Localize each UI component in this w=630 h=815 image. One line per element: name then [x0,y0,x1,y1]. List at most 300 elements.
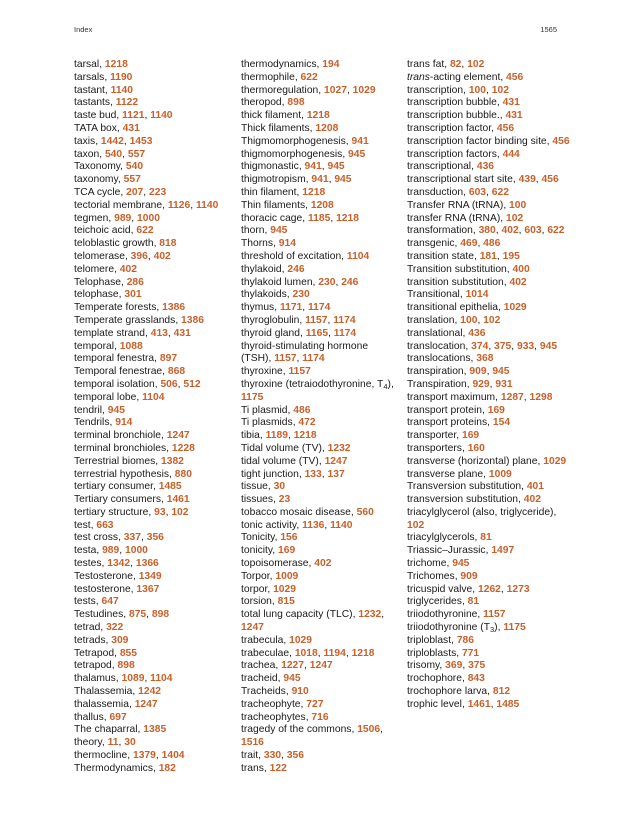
page-link[interactable]: 1516 [241,737,264,749]
index-entry: Thorns, 914 [241,238,296,250]
index-term: tonicity [241,545,273,557]
page-link[interactable]: 1140 [150,110,173,122]
page-link[interactable]: 647 [101,596,119,608]
page-link[interactable]: 1247 [324,455,348,467]
page-link[interactable]: 818 [159,238,177,250]
page-link[interactable]: 246 [341,276,359,288]
index-entry: testa, 989, 1000 [74,545,148,557]
index-term: thylakoids [241,289,287,301]
page-link[interactable]: 169 [487,404,505,416]
page-link[interactable]: 444 [502,148,520,160]
index-term: temporal [74,340,115,352]
page-link[interactable]: 1014 [465,289,489,301]
page-link[interactable]: 380 [478,225,496,237]
page-link[interactable]: 472 [298,417,316,429]
index-term: thorn [241,225,265,237]
page-link[interactable]: 941 [304,161,322,173]
page-link[interactable]: 540 [125,161,144,173]
page-link[interactable]: 402 [119,263,137,275]
page-link[interactable]: 400 [512,263,530,275]
page-link[interactable]: 1157 [483,609,506,621]
page-link[interactable]: 1218 [306,110,330,122]
page-link[interactable]: 771 [461,647,480,659]
index-entry: tonicity, 169 [241,545,296,557]
page-link[interactable]: 1029 [352,84,376,96]
page-link[interactable]: 1385 [143,724,167,736]
index-entry: trisomy, 369, 375 [407,660,486,672]
page-link[interactable]: 812 [492,686,511,698]
page-link[interactable]: 1404 [161,750,185,762]
index-entry: test, 663 [74,519,114,531]
page-link[interactable]: 81 [467,596,480,608]
page-link[interactable]: 102 [467,59,485,70]
page-link[interactable]: 1174 [308,302,331,314]
page-link[interactable]: 1165 [305,327,329,339]
page-link[interactable]: 843 [467,673,485,685]
page-link[interactable]: 100 [460,314,478,326]
page-link[interactable]: 402 [153,250,171,262]
page-link[interactable]: 137 [327,468,345,480]
index-entry: Temporal fenestrae, 868 [74,366,186,378]
page-link[interactable]: 1126 [167,199,191,211]
page-link[interactable]: 909 [460,570,478,582]
index-term: temporal lobe [74,391,137,403]
index-term: trans [241,762,264,774]
page-link[interactable]: 286 [126,276,144,288]
page-link[interactable]: 102 [171,506,189,518]
page-link[interactable]: 402 [314,558,332,570]
page-link[interactable]: 898 [287,97,305,109]
page-link[interactable]: 456 [552,135,570,147]
page-link[interactable]: 133 [304,468,322,480]
page-link[interactable]: 897 [159,353,178,365]
index-entry: tertiary structure, 93, 102 [74,506,189,518]
page-link[interactable]: 1027 [324,84,347,96]
page-link[interactable]: 1247 [134,698,158,710]
page-link[interactable]: 486 [293,404,311,416]
page-link[interactable]: 1386 [162,302,186,314]
page-link[interactable]: 910 [291,686,309,698]
page-link[interactable]: 102 [483,314,501,326]
page-link[interactable]: 439 [518,174,536,186]
index-entry: thermodynamics, 194 [241,59,340,70]
page-link[interactable]: 1174 [302,353,325,365]
page-link[interactable]: 1287 [500,391,524,403]
index-entry: trans-acting element, 456 [407,71,524,83]
page-link[interactable]: 374 [471,340,489,352]
page-link[interactable]: 1218 [336,212,359,224]
page-link[interactable]: 23 [278,494,291,506]
index-entry: Thalassemia, 1242 [74,686,162,698]
index-entry: tetrads, 309 [74,634,129,646]
index-term: thyroglobulin [241,314,300,326]
index-term: Tertiary consumers [74,494,161,506]
page-link[interactable]: 195 [502,250,520,262]
index-term: trait [241,750,259,762]
page-link[interactable]: 1247 [309,660,333,672]
page-link[interactable]: 337 [123,532,141,544]
page-link[interactable]: 1104 [346,250,370,262]
index-entry: The chaparral, 1385 [74,724,167,736]
page-link[interactable]: 1088 [119,340,143,352]
page-link[interactable]: 1089 [121,673,145,685]
page-link[interactable]: 182 [158,762,176,774]
index-term: thallus [74,711,104,723]
index-entry: transversion substitution, 402 [407,494,541,506]
page-link[interactable]: 1029 [289,634,313,646]
page-link[interactable]: 1247 [241,622,264,634]
page-link[interactable]: 512 [183,378,201,390]
page-link[interactable]: 1461 [166,494,190,506]
index-entry: Tetrapod, 855 [74,647,137,659]
index-term: torsion [241,596,272,608]
index-entry: trachea, 1227, 1247 [241,660,333,672]
index-term: translation [407,314,455,326]
page-link[interactable]: 1104 [142,391,165,403]
page-link[interactable]: 402 [523,494,541,506]
index-term: taxis [74,135,96,147]
page-link[interactable]: 431 [502,97,520,109]
index-term: The chaparral [74,724,138,736]
page-link[interactable]: 1497 [491,545,515,557]
page-link[interactable]: 933 [516,340,535,352]
index-entry: triglycerides, 81 [407,596,480,608]
page-link[interactable]: 1367 [136,583,160,595]
page-link[interactable]: 169 [461,430,480,442]
page-link[interactable]: 914 [278,238,296,250]
page-link[interactable]: 603 [524,225,542,237]
page-link[interactable]: 1228 [171,442,195,454]
page-link[interactable]: 945 [452,558,470,570]
page-link[interactable]: 81 [480,532,492,544]
page-link[interactable]: 1218 [104,59,128,70]
index-term: threshold of excitation [241,250,342,262]
page-link[interactable]: 1442 [100,135,124,147]
index-term: transversion substitution [407,494,519,506]
page-link[interactable]: 246 [287,263,305,275]
page-link[interactable]: 945 [539,340,558,352]
index-entry: TCA cycle, 207, 223 [74,186,167,198]
page-link[interactable]: 1194 [323,647,346,659]
page-link[interactable]: 102 [506,212,524,224]
page-link[interactable]: 330 [263,750,282,762]
page-link[interactable]: 716 [311,711,329,723]
index-term: transcription bubble. [407,110,500,122]
page-link[interactable]: 880 [174,468,192,480]
index-term: taxonomy [74,174,118,186]
page-link[interactable]: 456 [496,122,515,134]
index-entry: Tonicity, 156 [241,532,298,544]
page-link[interactable]: 1174 [333,327,357,339]
page-link[interactable]: 322 [106,622,124,634]
page-link[interactable]: 368 [476,353,494,365]
page-link[interactable]: 727 [306,698,324,710]
page-link[interactable]: 909 [469,366,487,378]
index-term: tetrads [74,634,106,646]
page-link[interactable]: 207 [126,186,144,198]
page-link[interactable]: 1379 [132,750,156,762]
page-link[interactable]: 456 [506,71,524,83]
index-entry: thigmotropism, 941, 945 [241,174,352,186]
page-link[interactable]: 230 [292,289,310,301]
page-link[interactable]: 989 [114,212,132,224]
page-link[interactable]: 697 [109,711,127,723]
page-link[interactable]: 160 [467,442,485,454]
index-term: teloblastic growth [74,238,154,250]
page-link[interactable]: 301 [124,289,142,301]
index-entry: Transitional, 1014 [407,289,489,301]
page-link[interactable]: 1104 [150,673,173,685]
index-entry: triacylglycerols, 81 [407,532,492,544]
index-entry: Thermodynamics, 182 [74,762,176,774]
page-link[interactable]: 1122 [115,97,139,109]
page-link[interactable]: 1175 [503,622,526,634]
page-link[interactable]: 169 [278,545,296,557]
page-link[interactable]: 1157 [274,353,297,365]
page-link[interactable]: 309 [111,634,129,646]
page-link[interactable]: 622 [547,225,565,237]
page-link[interactable]: 1121 [122,110,145,122]
page-link[interactable]: 122 [269,762,287,774]
index-term: taxon [74,148,100,160]
page-link[interactable]: 1342 [107,558,131,570]
index-term-tail: ) [494,622,498,634]
page-link[interactable]: 469 [460,238,478,250]
page-link[interactable]: 1009 [275,570,299,582]
page-link[interactable]: 356 [286,750,305,762]
page-link[interactable]: 1232 [327,442,351,454]
page-link[interactable]: 1366 [135,558,159,570]
page-link[interactable]: 1190 [110,71,133,83]
page-link[interactable]: 431 [173,327,191,339]
page-link[interactable]: 102 [491,84,509,96]
page-link[interactable]: 1000 [137,212,160,224]
index-term: trabeculae [241,647,290,659]
index-entry: thylakoids, 230 [241,289,310,301]
page-link[interactable]: 875 [128,609,147,621]
page-link[interactable]: 1232 [358,609,382,621]
page-link[interactable]: 1485 [158,481,182,493]
page-link[interactable]: 1009 [488,468,512,480]
page-link[interactable]: 1247 [166,430,190,442]
index-term: thermodynamics [241,59,317,70]
page-link[interactable]: 431 [505,110,523,122]
index-entry: thyroglobulin, 1157, 1174 [241,314,356,326]
index-term: Tetrapod [74,647,115,659]
page-link[interactable]: 931 [495,378,513,390]
index-term: Tracheids [241,686,286,698]
page-link[interactable]: 30 [273,481,286,493]
page-link[interactable]: 1273 [506,583,530,595]
page-link[interactable]: 989 [102,545,120,557]
page-link[interactable]: 1208 [315,122,339,134]
index-entry: Temperate forests, 1386 [74,302,186,314]
page-link[interactable]: 1140 [110,84,133,96]
page-link[interactable]: 622 [491,186,509,198]
index-entry: tectorial membrane, 1126, 1140 [74,199,219,211]
page-link[interactable]: 30 [124,737,136,749]
page-link[interactable]: 93 [154,506,166,518]
index-entry: transfer RNA (tRNA), 102 [407,212,524,224]
index-entry: trans, 122 [241,762,287,774]
page-link[interactable]: 945 [270,225,288,237]
page-link[interactable]: 102 [407,519,425,531]
index-term: thermocline [74,750,128,762]
index-term: thymus [241,302,275,314]
index-entry: tobacco mosaic disease, 560 [241,506,374,518]
page-link[interactable]: 868 [167,366,186,378]
page-link[interactable]: 945 [492,366,510,378]
page-link[interactable]: 1171 [279,302,303,314]
page-link[interactable]: 1349 [138,570,162,582]
page-link[interactable]: 622 [300,71,318,83]
page-link[interactable]: 181 [479,250,497,262]
page-link[interactable]: 914 [115,417,133,429]
page-link[interactable]: 815 [277,596,295,608]
index-entry: transition substitution, 402 [407,276,527,288]
page-link[interactable]: 557 [127,148,146,160]
page-link[interactable]: 1485 [496,698,520,710]
index-entry: telomerase, 396, 402 [74,250,171,262]
index-entry: tarsals, 1190 [74,71,133,83]
page-link[interactable]: 154 [492,417,511,429]
page-link[interactable]: 375 [468,660,486,672]
page-link[interactable]: 941 [311,174,329,186]
page-link[interactable]: 557 [123,174,141,186]
page-link[interactable]: 1218 [293,430,317,442]
index-term: Temperate forests [74,302,157,314]
page-link[interactable]: 100 [509,199,527,211]
page-link[interactable]: 1175 [241,391,264,403]
index-term: transition state [407,250,474,262]
page-link[interactable]: 396 [130,250,148,262]
page-link[interactable]: 413 [150,327,168,339]
page-link[interactable]: 786 [456,634,474,646]
page-link[interactable]: 375 [494,340,512,352]
index-entry: thyroid gland, 1165, 1174 [241,327,357,339]
page-link[interactable]: 1140 [195,199,219,211]
index-entry: translation, 100, 102 [407,314,501,326]
page-link[interactable]: 945 [327,161,345,173]
page-link[interactable]: 11 [107,737,119,749]
page-link[interactable]: 1157 [305,314,328,326]
page-link[interactable]: 223 [149,186,167,198]
index-entry: tetrad, 322 [74,622,124,634]
page-link[interactable]: 82 [449,59,462,70]
page-link[interactable]: 1386 [181,314,204,326]
page-link[interactable]: 1136 [302,519,325,531]
page-link[interactable]: 1453 [129,135,153,147]
page-link[interactable]: 1218 [302,186,326,198]
page-link[interactable]: 1506 [357,724,381,736]
index-term: Temporal fenestrae [74,366,163,378]
page-link[interactable]: 230 [318,276,336,288]
index-entry: temporal fenestra, 897 [74,353,178,365]
page-link[interactable]: 1189 [265,430,288,442]
index-entry: thin filament, 1218 [241,186,326,198]
index-term: Tendrils [74,417,110,429]
page-link[interactable]: 100 [468,84,487,96]
index-entry: tracheophytes, 716 [241,711,329,723]
page-link[interactable]: 560 [356,506,374,518]
page-link[interactable]: 603 [468,186,487,198]
page-link[interactable]: 486 [483,238,501,250]
page-link[interactable]: 402 [501,225,519,237]
index-term: telophase [74,289,119,301]
page-number: 1565 [540,25,557,34]
page-link[interactable]: 1018 [294,647,318,659]
page-link[interactable]: 401 [526,481,545,493]
page-link[interactable]: 898 [117,660,135,672]
index-term: transition substitution [407,276,504,288]
page-link[interactable]: 1185 [307,212,331,224]
index-entry: thyroid-stimulating hormone (TSH), 1157, 1174 [241,340,369,365]
page-link[interactable]: 356 [146,532,164,544]
page-link[interactable]: 855 [119,647,137,659]
page-link[interactable]: 1227 [281,660,305,672]
page-link[interactable]: 1218 [351,647,375,659]
index-entry: triiodothyronine (T3), 1175 [407,622,526,635]
page-link[interactable]: 929 [472,378,490,390]
page-link[interactable]: 194 [322,59,340,70]
page-link[interactable]: 1029 [503,302,527,314]
index-term: Terrestrial biomes [74,455,156,467]
index-entry: Tidal volume (TV), 1232 [241,442,351,454]
page-link[interactable]: 402 [509,276,527,288]
page-link[interactable]: 156 [280,532,298,544]
page-link[interactable]: 1242 [138,686,162,698]
index-term: transgenic [407,238,455,250]
index-entry: thigmomorphogenesis, 945 [241,148,366,160]
page-link[interactable]: 456 [541,174,559,186]
page-link[interactable]: 1298 [529,391,553,403]
page-link[interactable]: 1000 [124,545,148,557]
page-link[interactable]: 941 [351,135,369,147]
index-term: trichome [407,558,447,570]
page-link[interactable]: 945 [348,148,366,160]
index-term: triglycerides [407,596,462,608]
page-link[interactable]: 369 [445,660,463,672]
page-link[interactable]: 1461 [467,698,491,710]
index-term: telomerase [74,250,125,262]
page-link[interactable]: 1382 [161,455,184,467]
page-link[interactable]: 898 [151,609,170,621]
page-link[interactable]: 945 [107,404,125,416]
page-link[interactable]: 945 [283,673,301,685]
page-link[interactable]: 663 [96,519,114,531]
page-link[interactable]: 1029 [543,455,567,467]
index-entry: tests, 647 [74,596,119,608]
index-entry: thalassemia, 1247 [74,698,158,710]
index-term: transverse (horizontal) plane [407,455,538,467]
page-link[interactable]: 1174 [333,314,356,326]
index-term: tegmen [74,212,109,224]
page-link[interactable]: 436 [476,161,495,173]
page-link[interactable]: 1029 [273,583,296,595]
page-link[interactable]: 945 [334,174,352,186]
page-link[interactable]: 622 [136,225,154,237]
page-link[interactable]: 506 [160,378,178,390]
page-link[interactable]: 431 [122,122,140,134]
page-link[interactable]: 1157 [288,366,311,378]
page-link[interactable]: 1140 [330,519,353,531]
page-link[interactable]: 1208 [310,199,334,211]
index-term: temporal isolation [74,378,155,390]
page-link[interactable]: 540 [104,148,123,160]
page-link[interactable]: 1262 [477,583,501,595]
page-link[interactable]: 436 [468,327,486,339]
index-term: transcriptional start site [407,174,513,186]
